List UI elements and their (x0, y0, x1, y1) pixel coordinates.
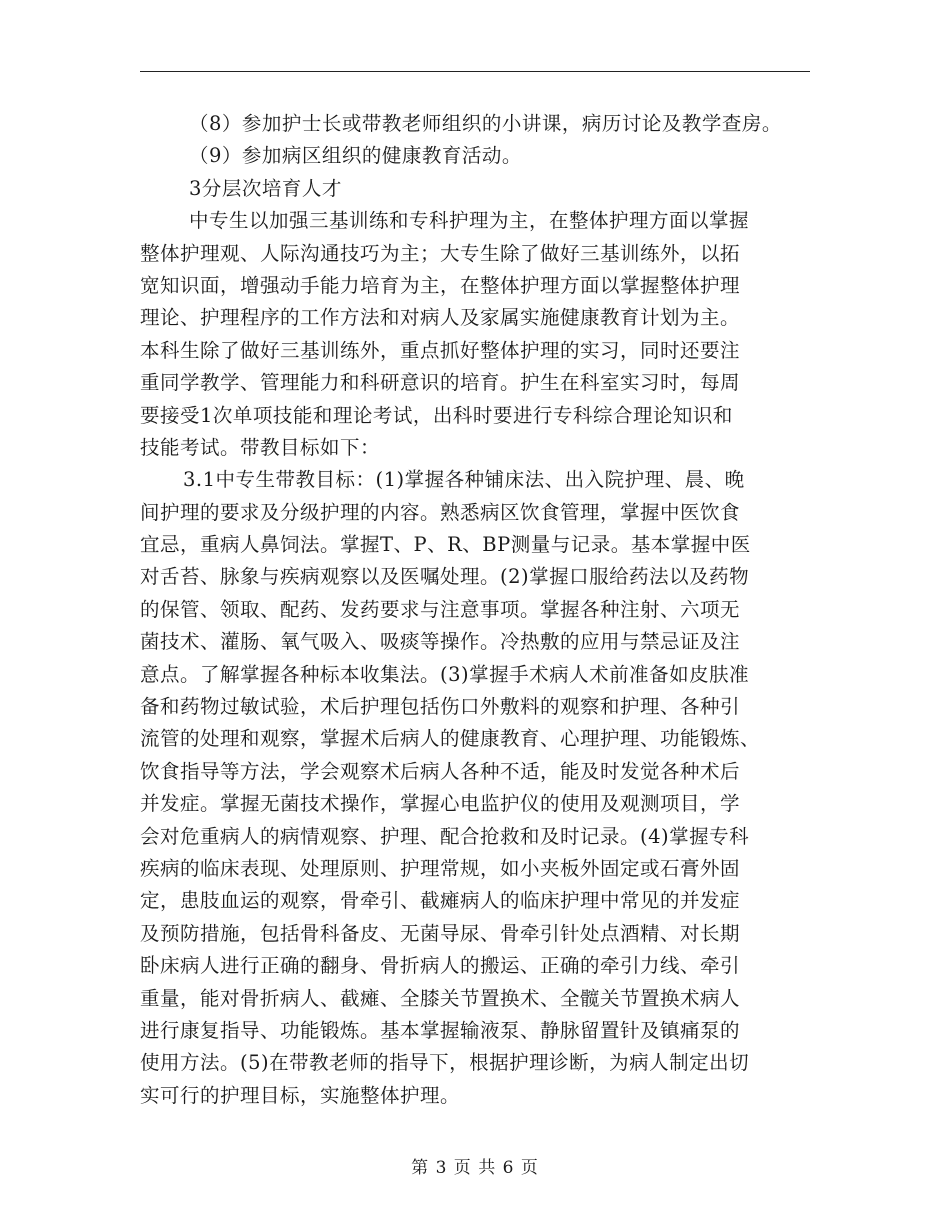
paragraph-line: 重量，能对骨折病人、截瘫、全膝关节置换术、全髋关节置换术病人 (140, 986, 741, 1010)
paragraph-line: 定，患肢血运的观察，骨牵引、截瘫病人的临床护理中常见的并发症 (140, 889, 741, 913)
paragraph-line: 重同学教学、管理能力和科研意识的培育。护生在科室实习时，每周 (140, 371, 741, 395)
paragraph-line: 中专生以加强三基训练和专科护理为主，在整体护理方面以掌握 (189, 209, 750, 233)
paragraph-line: 本科生除了做好三基训练外，重点抓好整体护理的实习，同时还要注 (140, 338, 741, 362)
paragraph-line: 实可行的护理目标，实施整体护理。 (140, 1083, 461, 1107)
paragraph-line: 备和药物过敏试验，术后护理包括伤口外敷料的观察和护理、各种引 (140, 695, 741, 719)
paragraph-line: 使用方法。(5)在带教老师的指导下，根据护理诊断，为病人制定出切 (140, 1051, 750, 1075)
paragraph-line: 并发症。掌握无菌技术操作，掌握心电监护仪的使用及观测项目，学 (140, 792, 741, 816)
paragraph-line: 饮食指导等方法，学会观察术后病人各种不适，能及时发觉各种术后 (140, 759, 741, 783)
paragraph-line: 疾病的临床表现、处理原则、护理常规，如小夹板外固定或石膏外固 (140, 856, 741, 880)
paragraph-line: 技能考试。带教目标如下： (140, 435, 381, 459)
paragraph-line: 卧床病人进行正确的翻身、骨折病人的搬运、正确的牵引力线、牵引 (140, 954, 741, 978)
paragraph-line: 进行康复指导、功能锻炼。基本掌握输液泵、静脉留置针及镇痛泵的 (140, 1018, 741, 1042)
page-number: 第 3 页 共 6 页 (411, 1158, 539, 1178)
paragraph-line: 宽知识面，增强动手能力培育为主，在整体护理方面以掌握整体护理 (140, 273, 741, 297)
list-item-9: （9）参加病区组织的健康教育活动。 (189, 144, 522, 168)
paragraph-line: 宜忌，重病人鼻饲法。掌握T、P、R、BP测量与记录。基本掌握中医 (140, 533, 751, 557)
paragraph-line: 整体护理观、人际沟通技巧为主；大专生除了做好三基训练外，以拓 (140, 241, 741, 265)
paragraph-line: 要接受1次单项技能和理论考试，出科时要进行专科综合理论知识和 (140, 403, 733, 427)
subsection-line: 3.1中专生带教目标：(1)掌握各种铺床法、出入院护理、晨、晚 (183, 468, 745, 492)
paragraph-line: 意点。了解掌握各种标本收集法。(3)掌握手术病人术前准备如皮肤准 (140, 662, 750, 686)
paragraph-line: 间护理的要求及分级护理的内容。熟悉病区饮食管理，掌握中医饮食 (140, 500, 741, 524)
paragraph-line: 理论、护理程序的工作方法和对病人及家属实施健康教育计划为主。 (140, 306, 741, 330)
paragraph-line: 的保管、领取、配药、发药要求与注意事项。掌握各种注射、六项无 (140, 597, 741, 621)
list-item-8: （8）参加护士长或带教老师组织的小讲课，病历讨论及教学查房。 (189, 112, 782, 135)
section-heading: 3分层次培育人才 (189, 176, 342, 200)
paragraph-line: 会对危重病人的病情观察、护理、配合抢救和及时记录。(4)掌握专科 (140, 824, 750, 848)
paragraph-line: 及预防措施，包括骨科备皮、无菌导尿、骨牵引针处点酒精、对长期 (140, 921, 741, 945)
paragraph-line: 菌技术、灌肠、氧气吸入、吸痰等操作。冷热敷的应用与禁忌证及注 (140, 630, 741, 654)
paragraph-line: 流管的处理和观察，掌握术后病人的健康教育、心理护理、功能锻炼、 (140, 727, 761, 751)
document-body (140, 108, 815, 1112)
paragraph-line: 对舌苔、脉象与疾病观察以及医嘱处理。(2)掌握口服给药法以及药物 (140, 565, 750, 589)
header-rule (140, 71, 810, 72)
